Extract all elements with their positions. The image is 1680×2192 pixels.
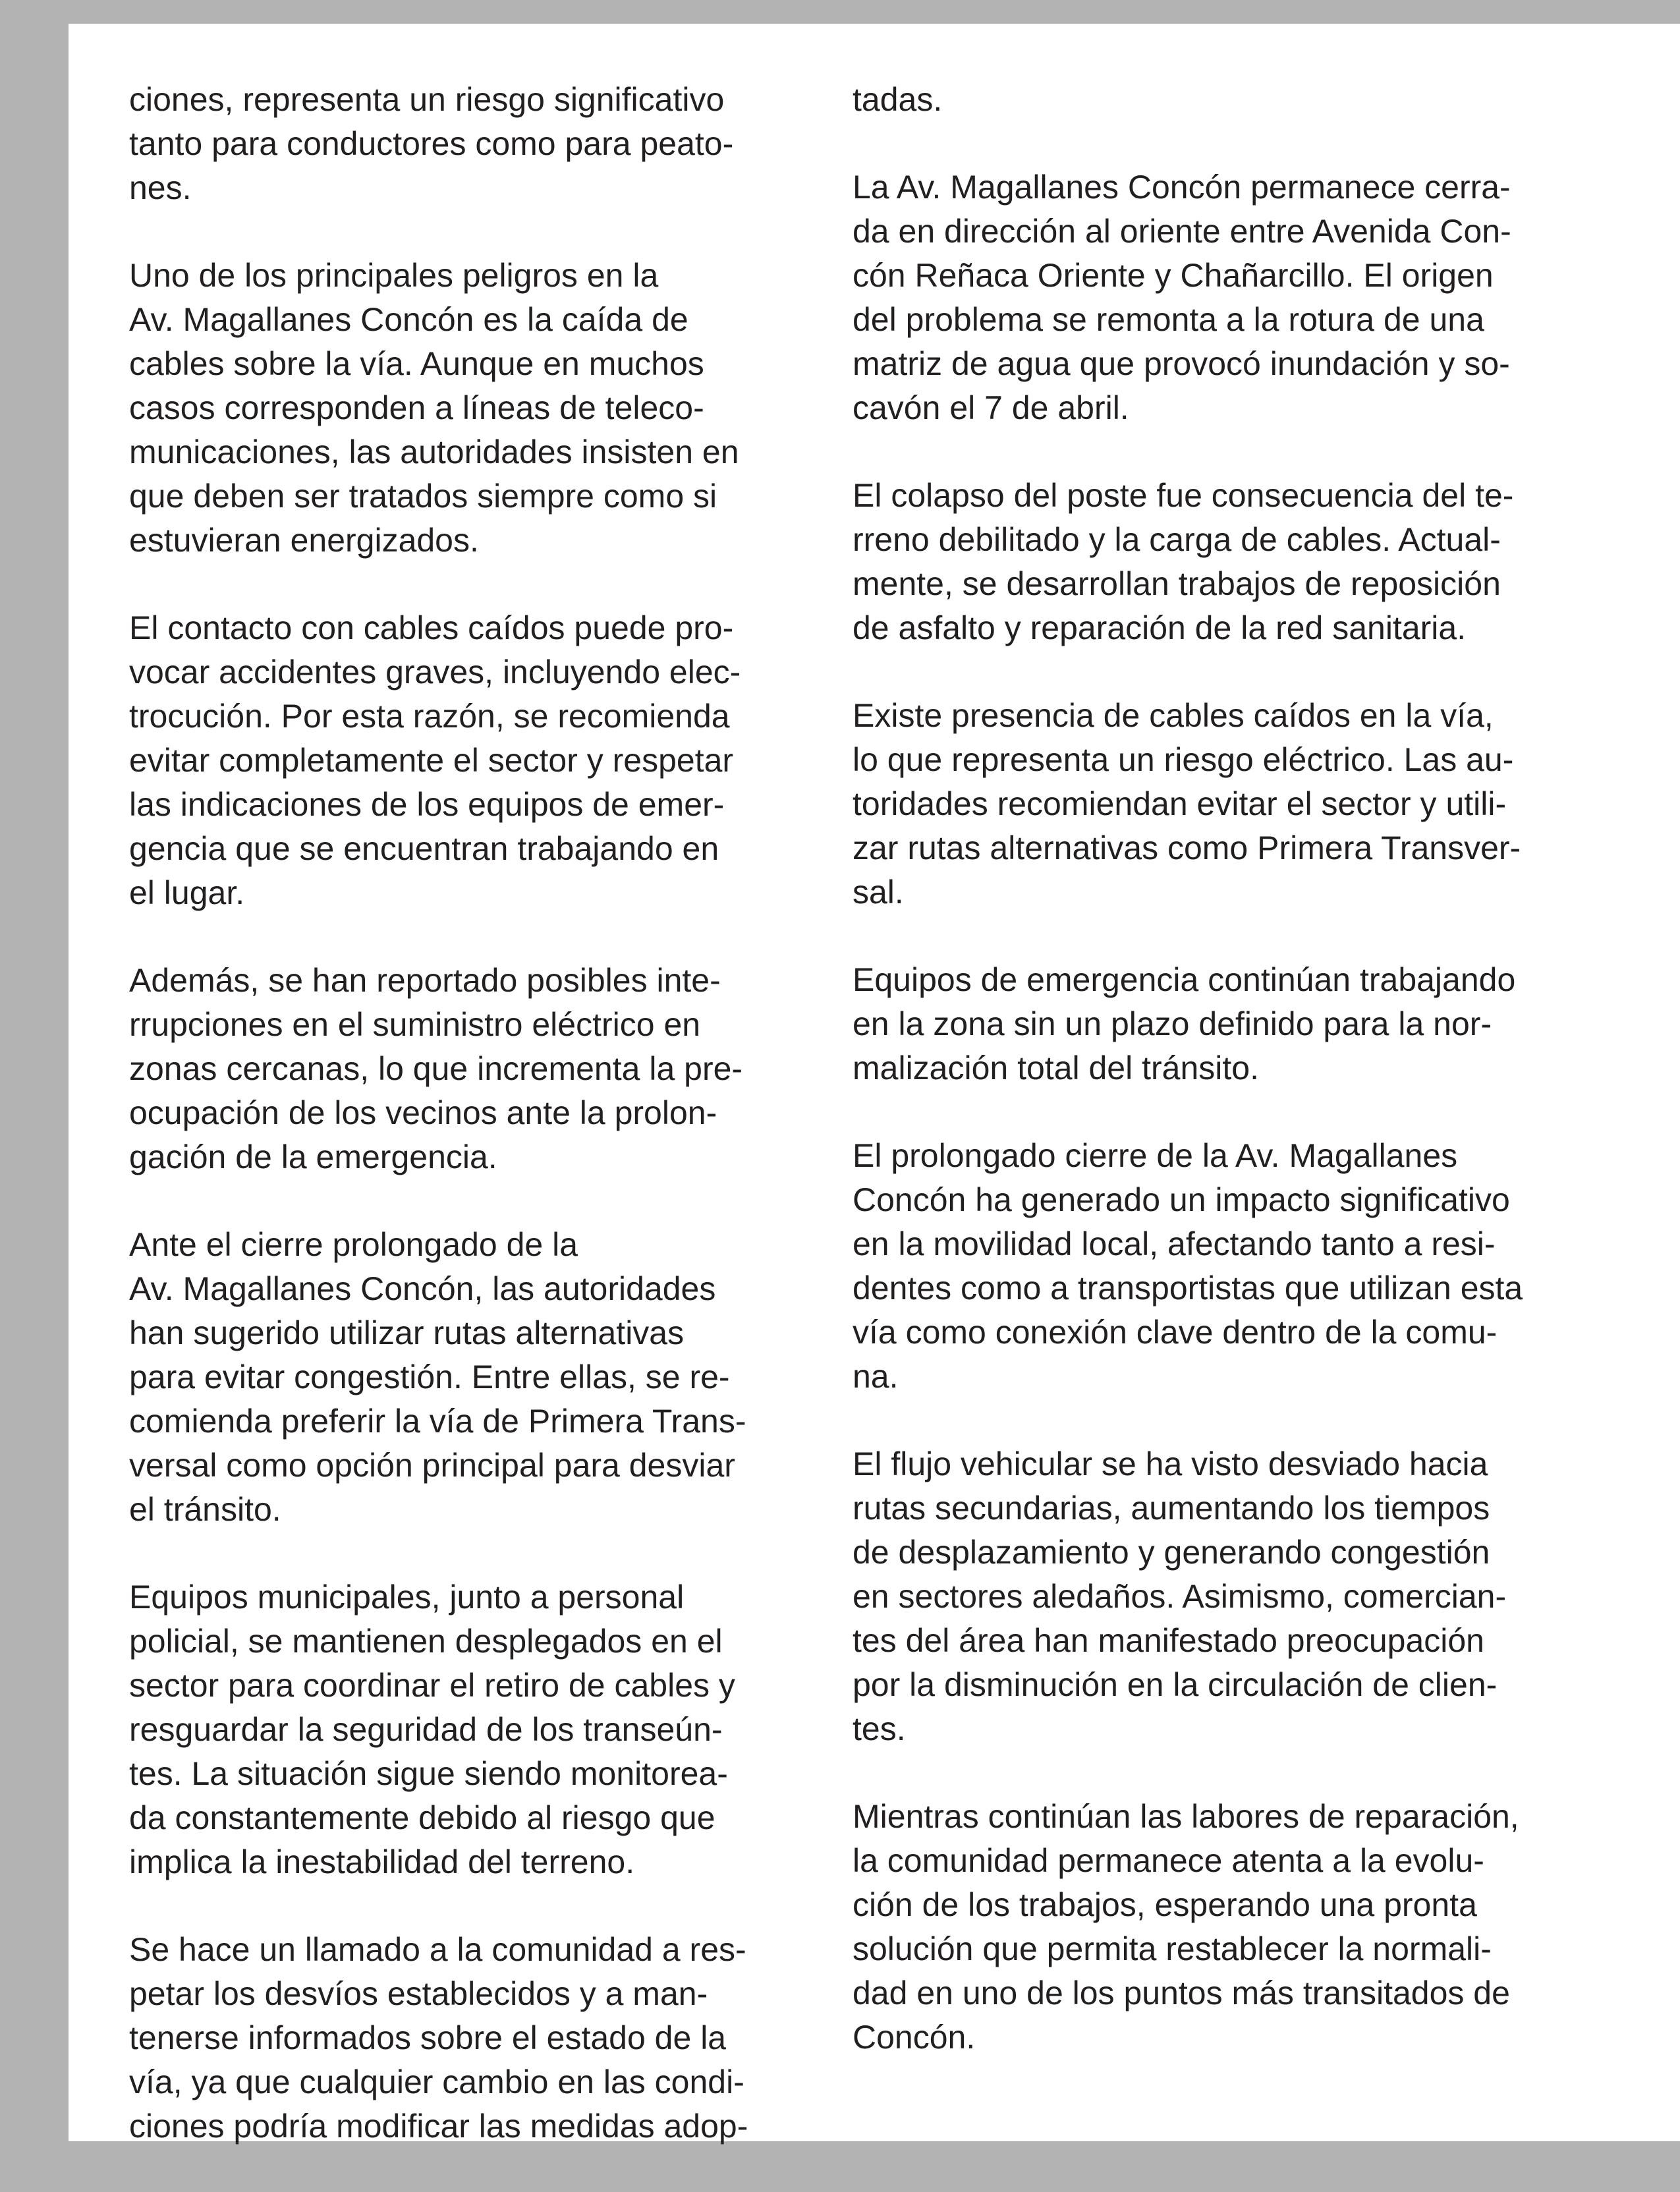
right-column — [853, 78, 1590, 2103]
text-line: El flujo vehicular se ha visto desviado hacia — [853, 1446, 1488, 1482]
text-line: Concón. — [853, 2019, 976, 2056]
text-line: Mientras continúan las labores de reparación, — [853, 1798, 1519, 1835]
text-line: sal. — [853, 874, 904, 911]
left-column-paragraph — [129, 959, 841, 1179]
right-column-paragraph — [853, 958, 1590, 1090]
text-line: mente, se desarrollan trabajos de reposición — [853, 565, 1501, 602]
text-line: la comunidad permanece atenta a la evolu- — [853, 1842, 1484, 1879]
text-line: de asfalto y reparación de la red sanitaria. — [853, 609, 1467, 646]
text-line: dad en uno de los puntos más transitados de — [853, 1975, 1510, 2011]
text-line: las indicaciones de los equipos de emer- — [129, 786, 725, 823]
text-line: versal como opción principal para desviar — [129, 1447, 735, 1484]
left-column-paragraph — [129, 78, 841, 210]
left-column-paragraph — [129, 1223, 841, 1532]
text-line: en sectores aledaños. Asimismo, comercian- — [853, 1578, 1507, 1615]
text-line: estuvieran energizados. — [129, 522, 479, 559]
text-line: El contacto con cables caídos puede pro- — [129, 609, 734, 646]
text-line: tes del área han manifestado preocupación — [853, 1622, 1484, 1659]
text-line: toridades recomiendan evitar el sector y utili- — [853, 785, 1507, 822]
text-line: da constantemente debido al riesgo que — [129, 1799, 715, 1836]
text-line: en la zona sin un plazo definido para la nor- — [853, 1005, 1492, 1042]
document-page — [69, 24, 1680, 2145]
text-line: cables sobre la vía. Aunque en muchos — [129, 345, 704, 382]
text-line: cón Reñaca Oriente y Chañarcillo. El origen — [853, 257, 1494, 294]
text-line: ciones, representa un riesgo significativo — [129, 81, 725, 118]
text-line: dentes como a transportistas que utilizan esta — [853, 1270, 1523, 1307]
right-column-paragraph — [853, 1795, 1590, 2060]
text-line: La Av. Magallanes Concón permanece cerra- — [853, 169, 1511, 206]
text-line: vía como conexión clave dentro de la comu- — [853, 1314, 1498, 1351]
text-line: ciones podría modificar las medidas adop- — [129, 2108, 748, 2145]
text-line: Se hace un llamado a la comunidad a res- — [129, 1931, 746, 1968]
right-column-paragraph — [853, 1134, 1590, 1399]
text-line: zonas cercanas, lo que incrementa la pre- — [129, 1050, 743, 1087]
left-column-paragraph — [129, 1575, 841, 1884]
text-line: para evitar congestión. Entre ellas, se re- — [129, 1359, 730, 1395]
text-line: rreno debilitado y la carga de cables. Actual- — [853, 521, 1501, 558]
text-line: Equipos municipales, junto a personal — [129, 1579, 685, 1616]
right-column-paragraph — [853, 474, 1590, 650]
text-line: Av. Magallanes Concón es la caída de — [129, 301, 688, 338]
right-column-paragraph — [853, 165, 1590, 430]
text-line: vocar accidentes graves, incluyendo elec- — [129, 654, 741, 690]
right-column-paragraph — [853, 694, 1590, 914]
text-line: han sugerido utilizar rutas alternativas — [129, 1314, 685, 1351]
text-line: Ante el cierre prolongado de la — [129, 1226, 578, 1263]
text-line: de desplazamiento y generando congestión — [853, 1534, 1490, 1571]
text-line: ción de los trabajos, esperando una pronta — [853, 1886, 1477, 1923]
text-line: Av. Magallanes Concón, las autoridades — [129, 1270, 716, 1307]
text-line: cavón el 7 de abril. — [853, 389, 1129, 426]
text-line: Además, se han reportado posibles inte- — [129, 962, 721, 999]
text-line: el lugar. — [129, 874, 245, 911]
text-line: ocupación de los vecinos ante la prolon- — [129, 1094, 717, 1131]
text-line: malización total del tránsito. — [853, 1050, 1259, 1086]
text-line: El prolongado cierre de la Av. Magallanes — [853, 1137, 1458, 1174]
text-line: comienda preferir la vía de Primera Trans- — [129, 1403, 746, 1440]
right-column-paragraph — [853, 78, 1590, 122]
text-line: lo que representa un riesgo eléctrico. Las au- — [853, 741, 1514, 778]
text-line: petar los desvíos establecidos y a man- — [129, 1975, 708, 2012]
text-line: Concón ha generado un impacto significativo — [853, 1181, 1510, 1218]
text-line: rrupciones en el suministro eléctrico en — [129, 1006, 701, 1043]
text-line: municaciones, las autoridades insisten en — [129, 434, 739, 470]
text-line: que deben ser tratados siempre como si — [129, 478, 717, 515]
text-line: Uno de los principales peligros en la — [129, 257, 659, 294]
text-line: casos corresponden a líneas de teleco- — [129, 389, 704, 426]
text-line: gencia que se encuentran trabajando en — [129, 830, 719, 867]
text-line: tenerse informados sobre el estado de la — [129, 2019, 727, 2056]
text-line: en la movilidad local, afectando tanto a resi- — [853, 1225, 1496, 1262]
text-line: tanto para conductores como para peato- — [129, 125, 734, 162]
text-line: implica la inestabilidad del terreno. — [129, 1843, 635, 1880]
text-line: del problema se remonta a la rotura de una — [853, 301, 1484, 338]
text-line: zar rutas alternativas como Primera Transver- — [853, 829, 1521, 866]
text-line: sector para coordinar el retiro de cables y — [129, 1667, 735, 1704]
text-line: por la disminución en la circulación de clien- — [853, 1666, 1498, 1703]
text-line: da en dirección al oriente entre Avenida Con- — [853, 213, 1511, 250]
text-line: tes. — [853, 1710, 906, 1747]
text-line: na. — [853, 1358, 899, 1395]
right-column-paragraph — [853, 1442, 1590, 1751]
text-line: vía, ya que cualquier cambio en las condi- — [129, 2064, 744, 2100]
left-column-paragraph — [129, 1928, 841, 2149]
text-line: rutas secundarias, aumentando los tiempos — [853, 1490, 1490, 1527]
text-line: trocución. Por esta razón, se recomienda — [129, 698, 730, 735]
text-line: Equipos de emergencia continúan trabajando — [853, 961, 1516, 998]
text-line: solución que permita restablecer la normali- — [853, 1930, 1492, 1967]
text-line: resguardar la seguridad de los transeún- — [129, 1711, 723, 1748]
text-line: policial, se mantienen desplegados en el — [129, 1623, 723, 1660]
text-line: El colapso del poste fue consecuencia del te- — [853, 477, 1514, 514]
left-column-paragraph — [129, 254, 841, 563]
text-line: gación de la emergencia. — [129, 1138, 497, 1175]
text-line: tes. La situación sigue siendo monitorea- — [129, 1755, 728, 1792]
left-column — [129, 78, 841, 2192]
text-line: nes. — [129, 169, 192, 206]
text-line: el tránsito. — [129, 1491, 281, 1528]
text-line: matriz de agua que provocó inundación y so- — [853, 345, 1510, 382]
left-column-paragraph — [129, 606, 841, 915]
text-line: evitar completamente el sector y respetar — [129, 742, 734, 779]
text-line: tadas. — [853, 81, 943, 118]
text-line: Existe presencia de cables caídos en la vía, — [853, 697, 1494, 734]
